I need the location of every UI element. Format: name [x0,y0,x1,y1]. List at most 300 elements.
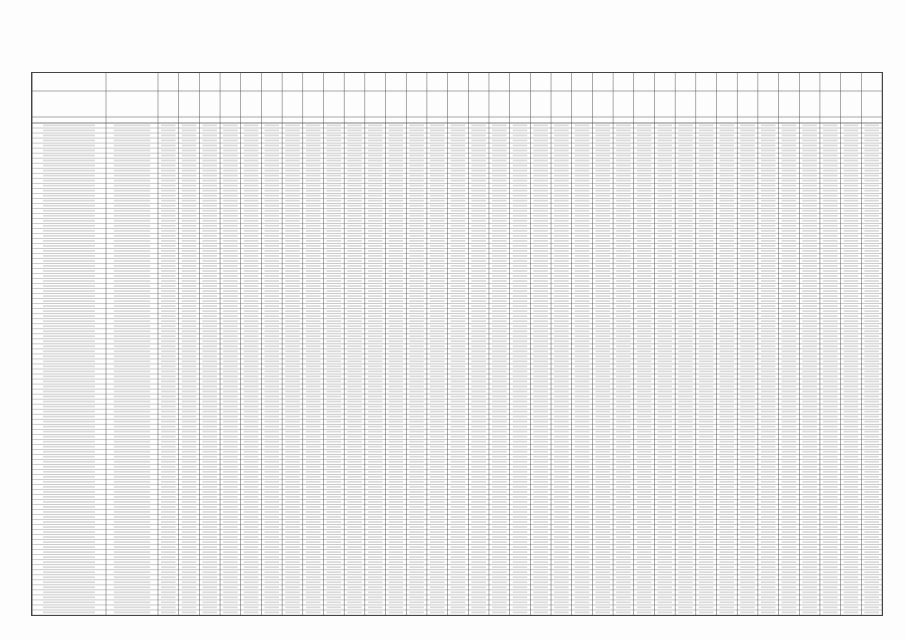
table-cell-texture [265,225,279,227]
table-cell-texture [616,596,630,598]
table-cell-texture [596,526,610,528]
table-cell-texture [802,601,816,603]
table-cell-texture [265,476,279,478]
table-cell-texture [513,431,527,433]
table-cell-texture [114,355,150,357]
table-cell-texture [265,265,279,267]
table-cell-texture [244,175,258,177]
table-cell-texture [554,265,568,267]
table-cell-texture [368,406,382,408]
table-cell-texture [389,486,403,488]
table-cell-texture [244,591,258,593]
table-cell-texture [761,160,775,162]
table-cell-texture [802,355,816,357]
table-cell-texture [182,371,196,373]
table-cell-texture [347,416,361,418]
table-cell-texture [720,411,734,413]
table-cell-texture [430,150,444,152]
table-cell-texture [554,486,568,488]
table-cell-texture [554,300,568,302]
table-cell-texture [782,360,796,362]
table-cell-texture [802,160,816,162]
table-cell-texture [720,345,734,347]
table-cell-texture [513,586,527,588]
table-cell-texture [637,376,651,378]
table-cell-texture [513,335,527,337]
table-cell-texture [265,155,279,157]
table-cell-texture [533,376,547,378]
table-cell-texture [347,210,361,212]
table-cell-texture [451,606,465,608]
table-cell-texture [43,190,95,192]
table-cell-texture [114,376,150,378]
table-cell-texture [347,586,361,588]
table-cell-texture [596,466,610,468]
table-cell-texture [389,240,403,242]
table-cell-texture [844,230,858,232]
table-cell-texture [554,511,568,513]
table-cell-texture [430,446,444,448]
table-cell-texture [492,350,506,352]
table-cell-texture [658,471,672,473]
table-cell-texture [699,270,713,272]
table-cell-texture [306,130,320,132]
table-cell-texture [844,290,858,292]
table-cell-texture [161,235,175,237]
table-cell-texture [575,466,589,468]
table-cell-texture [409,265,423,267]
table-cell-texture [720,566,734,568]
table-cell-texture [782,376,796,378]
table-cell-texture [678,526,692,528]
table-cell-texture [368,140,382,142]
table-cell-texture [368,466,382,468]
table-cell-texture [327,260,341,262]
table-cell-texture [637,581,651,583]
table-cell-texture [492,591,506,593]
table-cell-texture [114,205,150,207]
table-cell-texture [720,325,734,327]
table-cell-texture [678,230,692,232]
table-cell-texture [389,566,403,568]
table-cell-texture [782,421,796,423]
table-cell-texture [720,576,734,578]
table-cell-texture [782,511,796,513]
table-cell-texture [202,576,216,578]
table-cell-texture [740,551,754,553]
table-cell-texture [513,476,527,478]
table-cell-texture [451,471,465,473]
table-cell-texture [782,245,796,247]
table-cell-texture [844,406,858,408]
table-cell-texture [347,446,361,448]
table-cell-texture [182,526,196,528]
table-cell-texture [658,586,672,588]
table-cell-texture [347,285,361,287]
table-cell-texture [844,265,858,267]
table-cell-texture [161,581,175,583]
table-cell-texture [182,586,196,588]
table-cell-texture [389,561,403,563]
table-cell-texture [265,421,279,423]
table-cell-texture [782,255,796,257]
table-cell-texture [575,295,589,297]
table-cell-texture [596,546,610,548]
table-cell-texture [368,195,382,197]
table-cell-texture [802,391,816,393]
table-cell-texture [844,225,858,227]
table-cell-texture [451,431,465,433]
table-cell-texture [202,501,216,503]
table-cell-texture [223,481,237,483]
table-cell-texture [533,421,547,423]
table-cell-texture [430,355,444,357]
table-cell-texture [285,310,299,312]
table-cell-texture [114,606,150,608]
table-cell-texture [347,125,361,127]
table-cell-texture [451,581,465,583]
table-cell-texture [761,491,775,493]
table-cell-texture [114,270,150,272]
table-cell-texture [616,250,630,252]
table-cell-texture [740,335,754,337]
table-cell-texture [306,330,320,332]
table-cell-texture [554,531,568,533]
table-cell-texture [114,431,150,433]
table-cell-texture [533,581,547,583]
table-cell-texture [720,526,734,528]
table-cell-texture [554,260,568,262]
table-cell-texture [306,205,320,207]
table-cell-texture [782,606,796,608]
table-cell-texture [844,175,858,177]
table-cell-texture [823,606,837,608]
table-cell-texture [802,150,816,152]
table-cell-texture [451,571,465,573]
table-cell-texture [596,365,610,367]
table-cell-texture [575,561,589,563]
table-cell-texture [575,471,589,473]
table-cell-texture [782,130,796,132]
table-cell-texture [596,461,610,463]
table-cell-texture [844,426,858,428]
table-cell-texture [782,230,796,232]
table-cell-texture [368,491,382,493]
table-cell-texture [782,180,796,182]
table-cell-texture [306,536,320,538]
table-cell-texture [368,576,382,578]
table-cell-texture [451,376,465,378]
table-cell-texture [389,611,403,613]
table-cell-texture [678,481,692,483]
table-cell-texture [471,486,485,488]
table-cell-texture [244,566,258,568]
table-cell-texture [389,386,403,388]
table-cell-texture [368,240,382,242]
table-cell-texture [114,345,150,347]
table-cell-texture [699,235,713,237]
table-cell-texture [554,571,568,573]
table-cell-texture [554,145,568,147]
table-cell-texture [782,536,796,538]
table-cell-texture [761,305,775,307]
table-cell-texture [554,210,568,212]
table-cell-texture [782,391,796,393]
table-cell-texture [327,135,341,137]
table-cell-texture [114,441,150,443]
table-cell-texture [658,300,672,302]
table-cell-texture [471,396,485,398]
table-cell-texture [451,245,465,247]
table-cell-texture [347,436,361,438]
table-cell-texture [368,536,382,538]
table-cell-texture [658,290,672,292]
table-cell-texture [327,345,341,347]
table-cell-texture [575,396,589,398]
table-cell-texture [596,150,610,152]
table-cell-texture [761,396,775,398]
table-cell-texture [616,265,630,267]
table-cell-texture [658,135,672,137]
table-cell-texture [658,260,672,262]
table-cell-texture [720,340,734,342]
table-cell-texture [430,365,444,367]
table-cell-texture [761,466,775,468]
table-cell-texture [368,556,382,558]
table-cell-texture [596,265,610,267]
table-cell-texture [575,441,589,443]
table-cell-texture [616,481,630,483]
table-cell-texture [802,556,816,558]
table-cell-texture [285,190,299,192]
table-cell-texture [864,190,878,192]
table-cell-texture [114,290,150,292]
table-cell-texture [471,125,485,127]
table-cell-texture [114,491,150,493]
table-cell-texture [699,601,713,603]
table-cell-texture [699,586,713,588]
table-cell-texture [430,466,444,468]
table-cell-texture [430,421,444,423]
table-cell-texture [761,591,775,593]
table-cell-texture [720,235,734,237]
table-cell-texture [761,340,775,342]
table-cell-texture [554,355,568,357]
table-cell-texture [596,135,610,137]
table-cell-texture [616,591,630,593]
table-cell-texture [596,541,610,543]
table-cell-texture [802,260,816,262]
table-cell-texture [223,250,237,252]
table-cell-texture [202,155,216,157]
table-cell-texture [265,566,279,568]
table-cell-texture [658,280,672,282]
table-cell-texture [658,200,672,202]
table-cell-texture [658,406,672,408]
table-cell-texture [471,195,485,197]
table-cell-texture [451,476,465,478]
table-cell-texture [451,466,465,468]
table-cell-texture [451,411,465,413]
table-cell-texture [740,325,754,327]
table-cell-texture [802,290,816,292]
table-cell-texture [554,611,568,613]
table-cell-texture [114,170,150,172]
table-cell-texture [844,371,858,373]
table-cell-texture [389,195,403,197]
table-cell-texture [161,155,175,157]
table-cell-texture [575,411,589,413]
table-cell-texture [430,200,444,202]
table-cell-texture [347,551,361,553]
table-cell-texture [533,155,547,157]
table-cell-texture [471,446,485,448]
table-cell-texture [761,125,775,127]
table-cell-texture [637,471,651,473]
table-cell-texture [409,250,423,252]
table-cell-texture [823,526,837,528]
table-cell-texture [844,220,858,222]
table-cell-texture [637,536,651,538]
table-cell-texture [699,461,713,463]
table-cell-texture [740,406,754,408]
table-cell-texture [761,300,775,302]
table-cell-texture [554,536,568,538]
table-cell-texture [658,355,672,357]
table-cell-texture [409,396,423,398]
table-cell-texture [823,305,837,307]
table-cell-texture [678,340,692,342]
table-cell-texture [430,155,444,157]
table-cell-texture [202,461,216,463]
table-cell-texture [782,481,796,483]
table-cell-texture [285,195,299,197]
table-cell-texture [802,606,816,608]
table-cell-texture [347,135,361,137]
table-cell-texture [202,471,216,473]
table-cell-texture [740,476,754,478]
table-cell-texture [244,396,258,398]
table-cell-texture [637,130,651,132]
table-cell-texture [761,320,775,322]
table-cell-texture [409,190,423,192]
table-cell-texture [513,315,527,317]
table-cell-texture [244,411,258,413]
table-cell-texture [864,135,878,137]
table-cell-texture [823,210,837,212]
table-cell-texture [182,185,196,187]
table-cell-texture [389,355,403,357]
table-cell-texture [699,170,713,172]
table-cell-texture [182,310,196,312]
table-cell-texture [616,551,630,553]
table-cell-texture [202,270,216,272]
table-cell-texture [368,511,382,513]
table-cell-texture [182,551,196,553]
table-cell-texture [658,611,672,613]
table-cell-texture [637,310,651,312]
table-cell-texture [347,130,361,132]
table-cell-texture [554,155,568,157]
table-cell-texture [389,576,403,578]
table-cell-texture [182,190,196,192]
table-cell-texture [182,220,196,222]
table-cell-texture [327,566,341,568]
table-cell-texture [720,310,734,312]
table-cell-texture [244,355,258,357]
table-cell-texture [306,396,320,398]
table-cell-texture [285,441,299,443]
table-cell-texture [596,371,610,373]
table-cell-texture [844,285,858,287]
table-cell-texture [761,145,775,147]
table-cell-texture [864,446,878,448]
table-cell-texture [202,536,216,538]
table-cell-texture [451,335,465,337]
table-cell-texture [513,165,527,167]
table-cell-texture [182,496,196,498]
table-cell-texture [802,345,816,347]
table-cell-texture [596,396,610,398]
table-cell-texture [471,601,485,603]
table-cell-texture [823,421,837,423]
table-cell-texture [347,566,361,568]
table-cell-texture [285,476,299,478]
table-cell-texture [864,205,878,207]
table-cell-texture [596,360,610,362]
table-cell-texture [533,431,547,433]
table-cell-texture [864,376,878,378]
table-cell-texture [265,551,279,553]
table-cell-texture [202,466,216,468]
table-cell-texture [554,521,568,523]
table-cell-texture [347,195,361,197]
table-cell-texture [740,265,754,267]
table-cell-texture [678,185,692,187]
table-cell-texture [347,461,361,463]
table-cell-texture [596,260,610,262]
table-cell-texture [368,350,382,352]
table-cell-texture [492,215,506,217]
table-cell-texture [161,330,175,332]
table-cell-texture [182,421,196,423]
table-cell-texture [114,446,150,448]
table-cell-texture [285,511,299,513]
table-cell-texture [182,561,196,563]
table-cell-texture [720,320,734,322]
table-cell-texture [43,576,95,578]
table-cell-texture [720,536,734,538]
table-cell-texture [740,125,754,127]
table-cell-texture [265,546,279,548]
table-cell-texture [244,561,258,563]
table-cell-texture [306,145,320,147]
table-cell-texture [223,310,237,312]
table-cell-texture [533,521,547,523]
table-cell-texture [637,506,651,508]
table-cell-texture [244,461,258,463]
table-cell-texture [202,260,216,262]
table-cell-texture [575,135,589,137]
table-cell-texture [864,335,878,337]
table-cell-texture [699,546,713,548]
table-cell-texture [471,416,485,418]
table-cell-texture [678,416,692,418]
table-cell-texture [533,360,547,362]
table-cell-texture [327,325,341,327]
table-cell-texture [740,310,754,312]
table-cell-texture [265,130,279,132]
